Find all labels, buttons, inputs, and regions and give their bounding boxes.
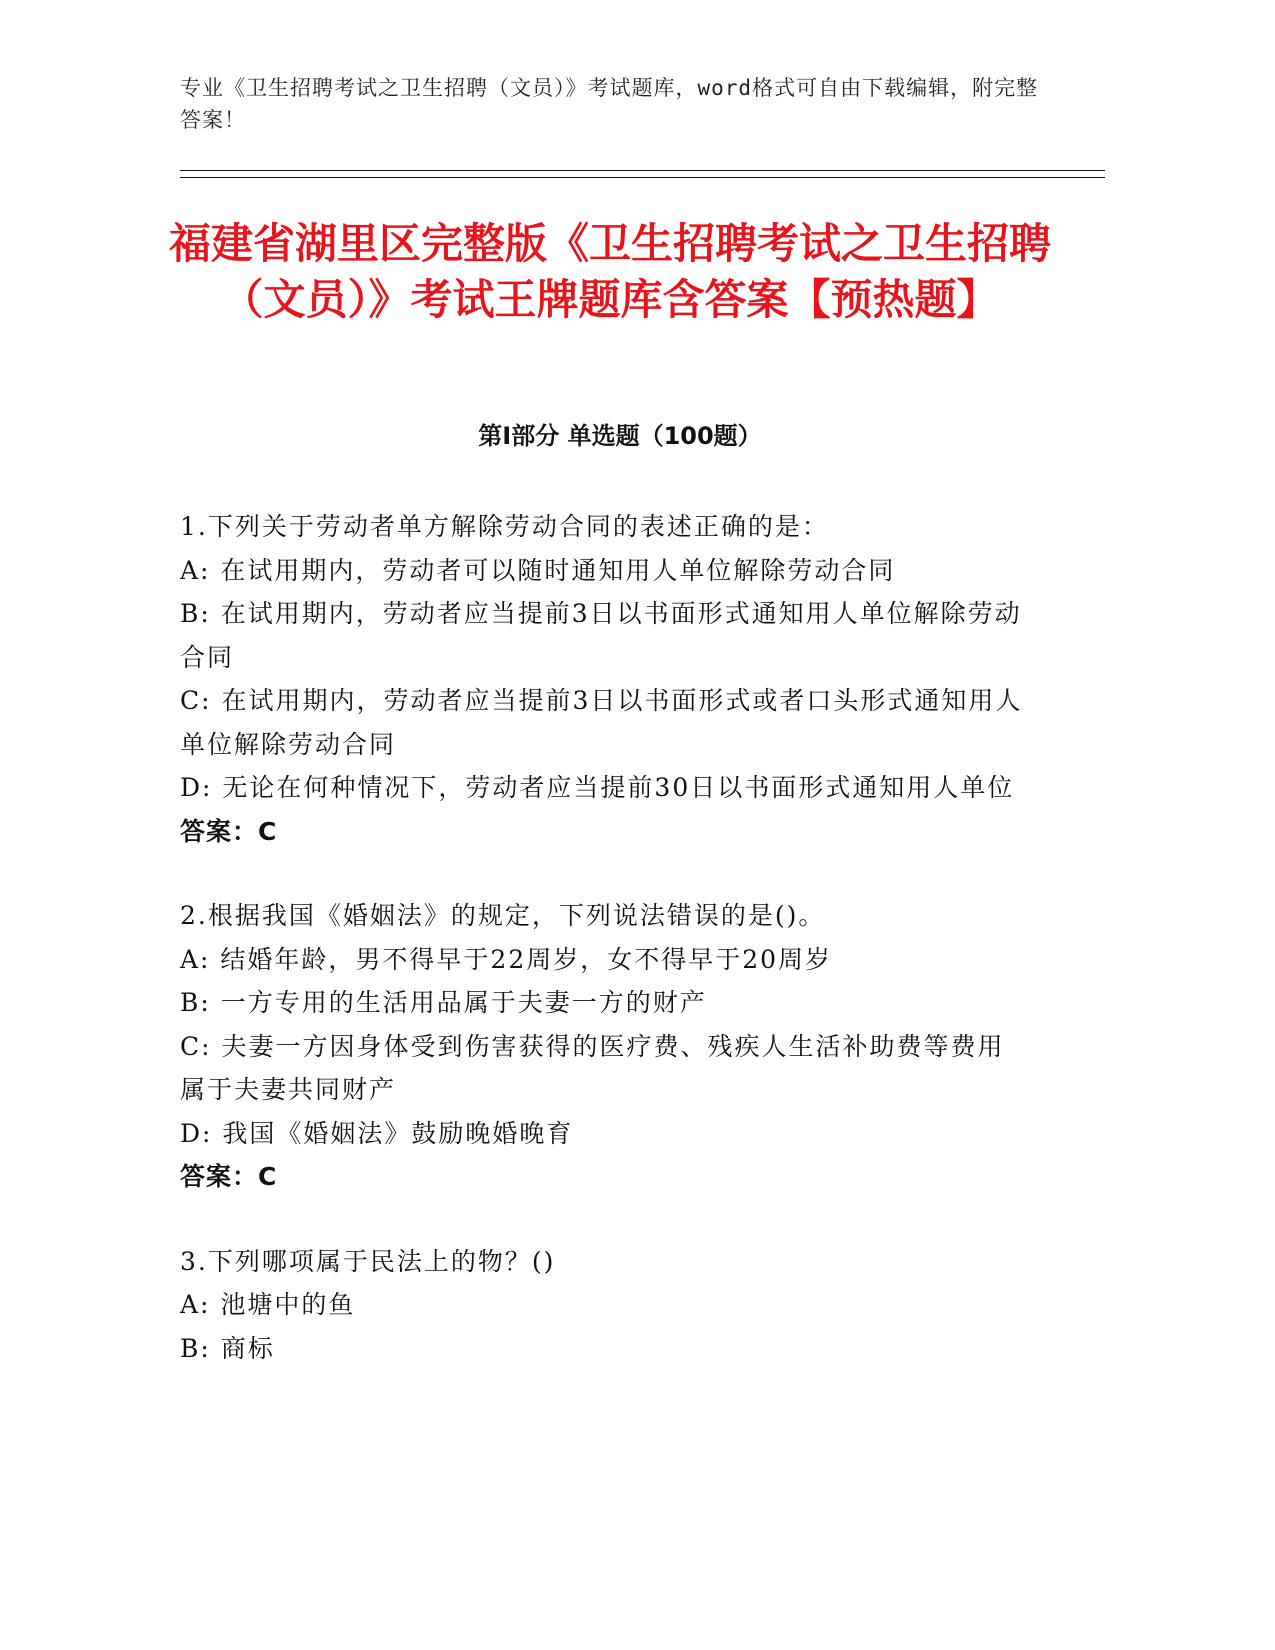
answer: 答案：C: [180, 1162, 278, 1191]
option-d: D: 无论在何种情况下，劳动者应当提前30日以书面形式通知用人单位: [180, 773, 1015, 802]
header-rule-top: [180, 170, 1105, 171]
question-text: 3.下列哪项属于民法上的物？(): [180, 1246, 556, 1276]
question-text: 2.根据我国《婚姻法》的规定，下列说法错误的是()。: [180, 901, 826, 930]
option-b: B: 一方专用的生活用品属于夫妻一方的财产: [180, 988, 707, 1017]
document-title: 福建省湖里区完整版《卫生招聘考试之卫生招聘（文员）》考试王牌题库含答案【预热题】: [168, 219, 1051, 324]
option-b: B: 在试用期内，劳动者应当提前3日以书面形式通知用人单位解除劳动合同: [180, 599, 1022, 672]
header-rule-bottom: [180, 177, 1105, 178]
option-a: A: 池塘中的鱼: [180, 1290, 356, 1319]
question-1: [180, 505, 1030, 853]
option-c: C: 在试用期内，劳动者应当提前3日以书面形式或者口头形式通知用人单位解除劳动合同: [180, 686, 1023, 759]
option-c: C: 夫妻一方因身体受到伤害获得的医疗费、残疾人生活补助费等费用属于夫妻共同财产: [180, 1031, 1005, 1104]
answer: 答案：C: [180, 816, 278, 846]
option-a: A: 结婚年龄，男不得早于22周岁，女不得早于20周岁: [180, 944, 833, 974]
option-b: B: 商标: [180, 1333, 275, 1363]
header-note: 专业《卫生招聘考试之卫生招聘（文员）》考试题库，word格式可自由下载编辑，附完整答案！: [180, 76, 1039, 132]
question-2: [180, 894, 1030, 1199]
option-d: D: 我国《婚姻法》鼓励晚婚晚育: [180, 1118, 574, 1148]
question-text: 1.下列关于劳动者单方解除劳动合同的表述正确的是：: [180, 512, 829, 541]
question-list: [180, 505, 1030, 1411]
section-heading: 第Ⅰ部分 单选题（100题）: [478, 422, 762, 450]
question-3: [180, 1240, 1030, 1371]
option-a: A: 在试用期内，劳动者可以随时通知用人单位解除劳动合同: [180, 555, 896, 585]
